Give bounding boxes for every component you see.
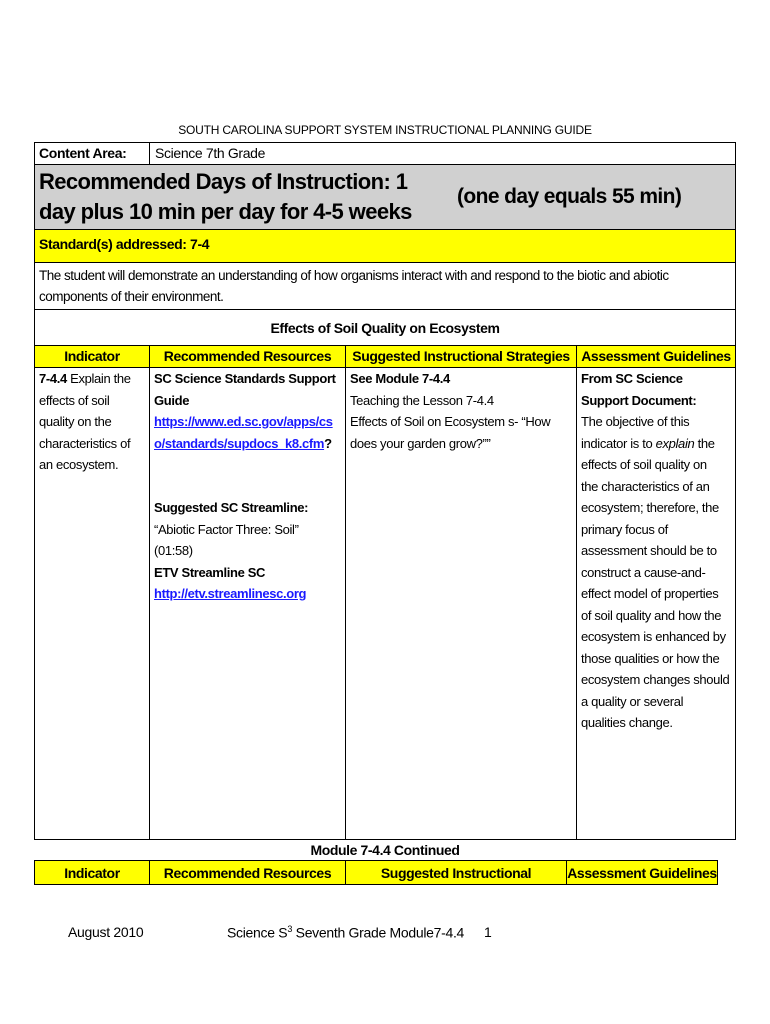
section-title-row: [34, 309, 736, 346]
streamline-video-duration: (01:58): [154, 543, 193, 558]
days-line-1: Recommended Days of Instruction: 1: [39, 169, 408, 194]
days-line-2: day plus 10 min per day for 4-5 weeks: [39, 199, 412, 224]
indicator-line: quality on the: [39, 414, 112, 429]
content-area-row: [34, 142, 736, 165]
day-equals-note: (one day equals 55 min): [457, 185, 682, 208]
strategies-cell: [350, 368, 575, 454]
footer-date: August 2010: [68, 924, 144, 940]
assessment-line: assessment should be to: [581, 543, 717, 558]
col2-header-assessment: Assessment Guidelines: [567, 865, 717, 881]
assessment-emphasis: explain: [655, 435, 695, 451]
footer-doc-suffix: Seventh Grade Module7-4.4: [292, 924, 465, 941]
assessment-cell: [581, 368, 735, 734]
support-guide-link[interactable]: o/standards/supdocs_k8.cfm: [154, 435, 325, 451]
section-title: Effects of Soil Quality on Ecosystem: [270, 320, 500, 336]
support-guide-title: SC Science Standards Support: [154, 371, 336, 386]
assessment-line: a quality or several: [581, 693, 684, 709]
assessment-line: construct a cause-and-: [581, 564, 706, 580]
assessment-line: indicator is to: [581, 435, 656, 451]
col2-header-indicator: Indicator: [64, 865, 120, 881]
col-header-strategies: Suggested Instructional Strategies: [352, 348, 570, 364]
assessment-line: those qualities or how the: [581, 650, 720, 666]
indicator-line: an ecosystem.: [39, 457, 119, 472]
standard-text-line-1: The student will demonstrate an understanding of how organisms interact with and respond to the biotic and abiotic: [39, 268, 669, 283]
indicator-code: 7-4.4: [39, 371, 67, 386]
col-header-resources: Recommended Resources: [163, 348, 332, 364]
assessment-line: primary focus of: [581, 521, 668, 537]
indicator-line: characteristics of: [39, 435, 131, 451]
assessment-title: Support Document:: [581, 392, 697, 408]
col2-header-strategies: Suggested Instructional: [380, 865, 532, 881]
continued-title: Module 7-4.4 Continued: [310, 842, 460, 858]
support-guide-link[interactable]: https://www.ed.sc.gov/apps/cs: [154, 414, 333, 429]
streamline-title: Suggested SC Streamline:: [154, 500, 309, 515]
link-suffix: ?: [324, 435, 332, 451]
footer-page-number: 1: [484, 924, 492, 940]
standard-label: Standard(s) addressed: 7-4: [39, 236, 210, 252]
assessment-line: effects of soil quality on: [581, 457, 707, 472]
strategy-line: Effects of Soil on Ecosystem s- “How: [350, 414, 551, 429]
assessment-line: the characteristics of an: [581, 478, 710, 494]
standard-text-row: [34, 262, 736, 310]
col2-header-resources: Recommended Resources: [163, 865, 332, 881]
module-title: See Module 7-4.4: [350, 371, 450, 386]
assessment-line: ecosystem is enhanced by: [581, 629, 726, 644]
etv-title: ETV Streamline SC: [154, 564, 266, 580]
strategy-line: Teaching the Lesson 7-4.4: [350, 392, 494, 408]
guide-title: SOUTH CAROLINA SUPPORT SYSTEM INSTRUCTIONAL PLANNING GUIDE: [178, 123, 592, 137]
etv-link[interactable]: http://etv.streamlinesc.org: [154, 586, 307, 601]
column-header-row-2: [34, 860, 718, 885]
days-of-instruction-row: [34, 164, 736, 230]
footer-doc-sup: 3: [287, 924, 293, 934]
assessment-line: The objective of this: [581, 414, 690, 429]
standard-row: [34, 229, 736, 263]
assessment-line: qualities change.: [581, 715, 673, 730]
content-area-label: Content Area:: [39, 145, 127, 161]
assessment-line: effect model of properties: [581, 586, 719, 601]
content-area-value: Science 7th Grade: [155, 145, 266, 161]
col-header-indicator: Indicator: [64, 348, 120, 364]
indicator-line: Explain the: [66, 371, 131, 386]
assessment-title: From SC Science: [581, 371, 683, 386]
standard-text-line-2: components of their environment.: [39, 289, 224, 304]
streamline-video-title: “Abiotic Factor Three: Soil”: [154, 521, 299, 537]
resources-cell: [154, 368, 344, 605]
indicator-cell: [39, 368, 149, 476]
strategy-line: does your garden grow?””: [350, 435, 491, 451]
support-guide-title: Guide: [154, 392, 190, 408]
col-header-assessment: Assessment Guidelines: [581, 348, 731, 364]
assessment-line: of soil quality and how the: [581, 607, 722, 623]
assessment-line: ecosystem; therefore, the: [581, 500, 719, 515]
assessment-line: ecosystem changes should: [581, 672, 730, 687]
assessment-line: the: [694, 435, 715, 451]
main-table: [34, 345, 736, 840]
footer-doc-prefix: Science S: [227, 924, 288, 941]
indicator-line: effects of soil: [39, 392, 110, 408]
footer-doc-title: [227, 924, 464, 941]
